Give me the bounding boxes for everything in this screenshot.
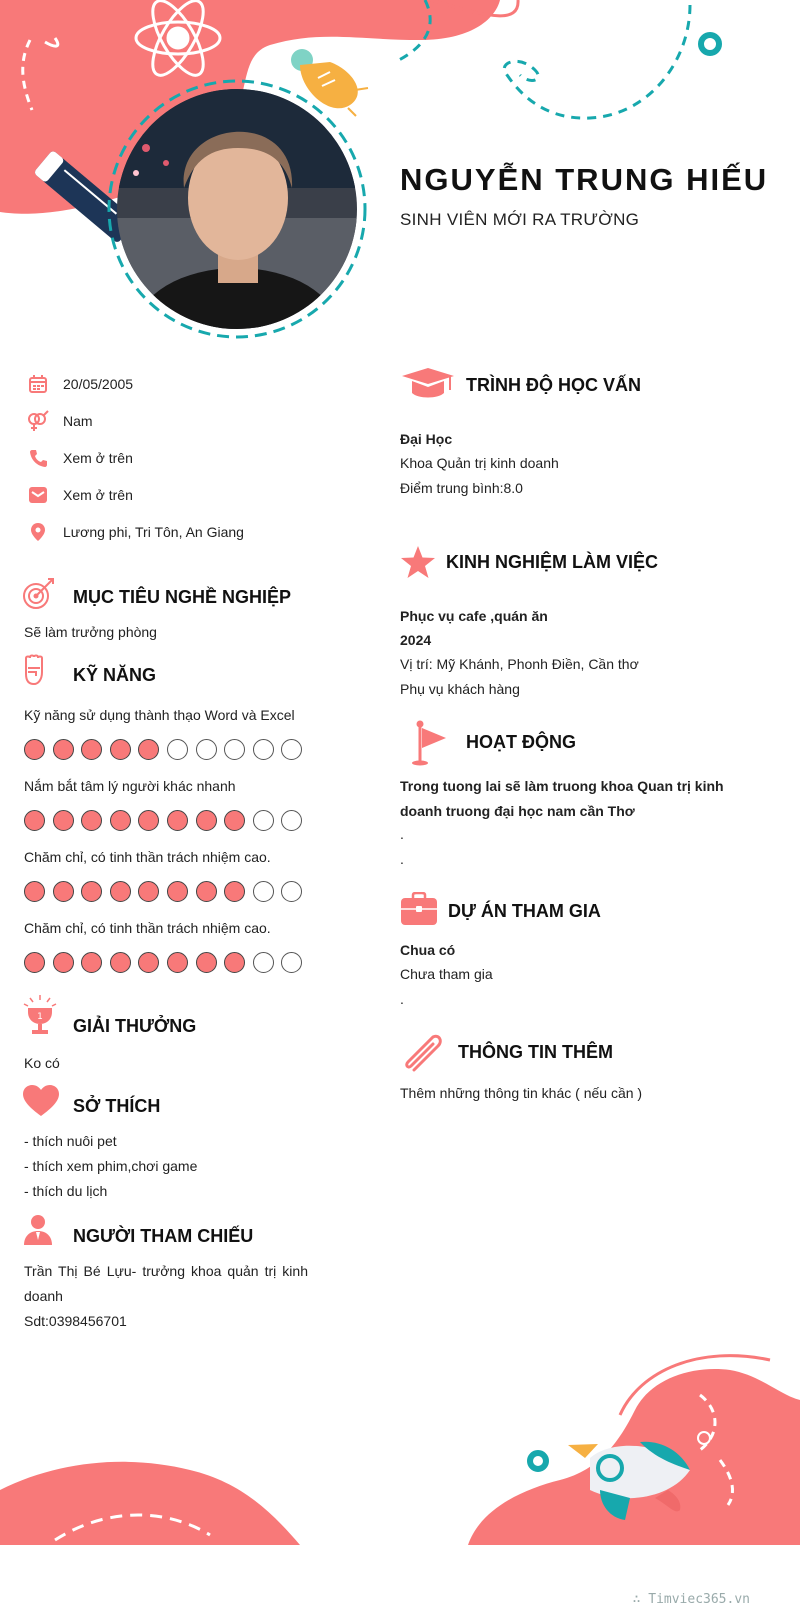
more-text: Thêm những thông tin khác ( nếu cần ) (400, 1085, 643, 1101)
experience-title: KINH NGHIỆM LÀM VIỆC (446, 552, 659, 572)
candidate-name: NGUYỄN TRUNG HIẾU (400, 162, 769, 197)
rating-dot-filled (167, 881, 188, 902)
briefcase-icon (400, 892, 438, 926)
experience-location: Vị trí: Mỹ Khánh, Phonh Điền, Cần thơ (400, 656, 639, 672)
skills-title: KỸ NĂNG (73, 665, 157, 685)
rating-dot-filled (224, 881, 245, 902)
rating-dot-empty (253, 739, 274, 760)
references-title: NGƯỜI THAM CHIẾU (73, 1226, 254, 1246)
skill-name: Nắm bắt tâm lý người khác nhanh (24, 778, 236, 794)
info-birthday: 20/05/2005 (24, 371, 133, 397)
email-icon (24, 484, 52, 506)
info-address: Lương phi, Tri Tôn, An Giang (24, 519, 244, 545)
rating-dot-filled (24, 810, 45, 831)
fist-icon (22, 654, 48, 686)
experience-desc: Phụ vụ khách hàng (400, 681, 520, 697)
rating-dot-filled (53, 881, 74, 902)
hobby-item: - thích xem phim,chơi game (24, 1158, 198, 1174)
watermark: ∴ Timviec365.vn (632, 1592, 750, 1607)
education-title: TRÌNH ĐỘ HỌC VẤN (466, 375, 641, 395)
candidate-position: SINH VIÊN MỚI RA TRƯỜNG (400, 210, 640, 229)
rating-dot-filled (138, 952, 159, 973)
projects-title: DỰ ÁN THAM GIA (448, 901, 601, 921)
rating-dot-empty (167, 739, 188, 760)
hobby-item: - thích nuôi pet (24, 1133, 117, 1149)
more-title: THÔNG TIN THÊM (458, 1042, 613, 1062)
rating-dot-empty (253, 810, 274, 831)
reference-person: Trần Thị Bé Lựu- trưởng khoa quản trị kinh doanh (24, 1263, 308, 1304)
rating-dot-empty (281, 881, 302, 902)
flag-icon (404, 720, 448, 766)
rating-dot-filled (196, 881, 217, 902)
rating-dot-filled (224, 952, 245, 973)
rating-dot-filled (138, 739, 159, 760)
info-email: Xem ở trên (24, 482, 133, 508)
activities-dot: . (400, 851, 404, 867)
rating-dot-empty (224, 739, 245, 760)
rating-dot-filled (81, 739, 102, 760)
rating-dot-filled (167, 952, 188, 973)
person-icon (22, 1214, 54, 1246)
education-gpa: Điểm trung bình:8.0 (400, 480, 523, 496)
rating-dot-filled (196, 810, 217, 831)
education-major: Khoa Quản trị kinh doanh (400, 455, 559, 471)
rating-dot-filled (138, 810, 159, 831)
rating-dot-empty (281, 739, 302, 760)
avatar (106, 78, 368, 340)
objective-title: MỤC TIÊU NGHỀ NGHIỆP (73, 587, 292, 607)
activities-dot: . (400, 826, 404, 842)
location-pin-icon (24, 521, 52, 543)
info-gender: Nam (24, 408, 93, 434)
info-phone: Xem ở trên (24, 445, 133, 471)
awards-title: GIẢI THƯỞNG (73, 1016, 197, 1036)
experience-job: Phục vụ cafe ,quán ăn (400, 608, 548, 624)
rating-dot-filled (110, 952, 131, 973)
awards-text: Ko có (24, 1055, 60, 1071)
heart-icon (22, 1084, 60, 1118)
rating-dot-filled (110, 810, 131, 831)
rating-dot-empty (196, 739, 217, 760)
rating-dot-filled (224, 810, 245, 831)
rating-dot-empty (253, 952, 274, 973)
trophy-icon (22, 994, 58, 1036)
hobby-item: - thích du lịch (24, 1183, 108, 1199)
rating-dot-filled (196, 952, 217, 973)
skill-name: Chăm chỉ, có tinh thần trách nhiệm cao. (24, 849, 271, 865)
skill-name: Chăm chỉ, có tinh thần trách nhiệm cao. (24, 920, 271, 936)
rating-dot-filled (53, 739, 74, 760)
activities-title: HOẠT ĐỘNG (466, 732, 576, 752)
skill-rating (24, 810, 310, 831)
skill-name: Kỹ năng sử dụng thành thạo Word và Excel (24, 707, 295, 723)
rating-dot-filled (138, 881, 159, 902)
paperclip-icon (402, 1032, 446, 1072)
graduation-cap-icon (400, 366, 456, 402)
projects-dot: . (400, 991, 404, 1007)
rating-dot-filled (110, 881, 131, 902)
gender-icon (24, 410, 52, 432)
skill-rating (24, 952, 310, 973)
hobbies-title: SỞ THÍCH (73, 1096, 161, 1116)
projects-desc: Chưa tham gia (400, 966, 493, 982)
footer-decoration (0, 1340, 800, 1619)
target-icon (22, 576, 56, 610)
experience-year: 2024 (400, 632, 432, 648)
rating-dot-empty (281, 810, 302, 831)
phone-icon (24, 447, 52, 469)
rating-dot-filled (53, 952, 74, 973)
rating-dot-empty (253, 881, 274, 902)
objective-text: Sẽ làm trưởng phòng (24, 624, 157, 640)
activities-text: Trong tuong lai sẽ làm truong khoa Quan trị kinh doanh truong đại học nam cần Thơ (400, 778, 724, 819)
rating-dot-filled (167, 810, 188, 831)
svg-text:1: 1 (37, 1012, 43, 1022)
skill-rating (24, 739, 310, 760)
rating-dot-empty (281, 952, 302, 973)
star-icon (400, 545, 436, 579)
rating-dot-filled (81, 810, 102, 831)
rating-dot-filled (81, 952, 102, 973)
rating-dot-filled (24, 881, 45, 902)
reference-phone: Sdt:0398456701 (24, 1313, 127, 1329)
rating-dot-filled (81, 881, 102, 902)
rating-dot-filled (24, 952, 45, 973)
skill-rating (24, 881, 310, 902)
calendar-icon (24, 373, 52, 395)
rating-dot-filled (24, 739, 45, 760)
rating-dot-filled (110, 739, 131, 760)
projects-name: Chua có (400, 942, 456, 958)
education-school: Đại Học (400, 431, 453, 447)
rating-dot-filled (53, 810, 74, 831)
